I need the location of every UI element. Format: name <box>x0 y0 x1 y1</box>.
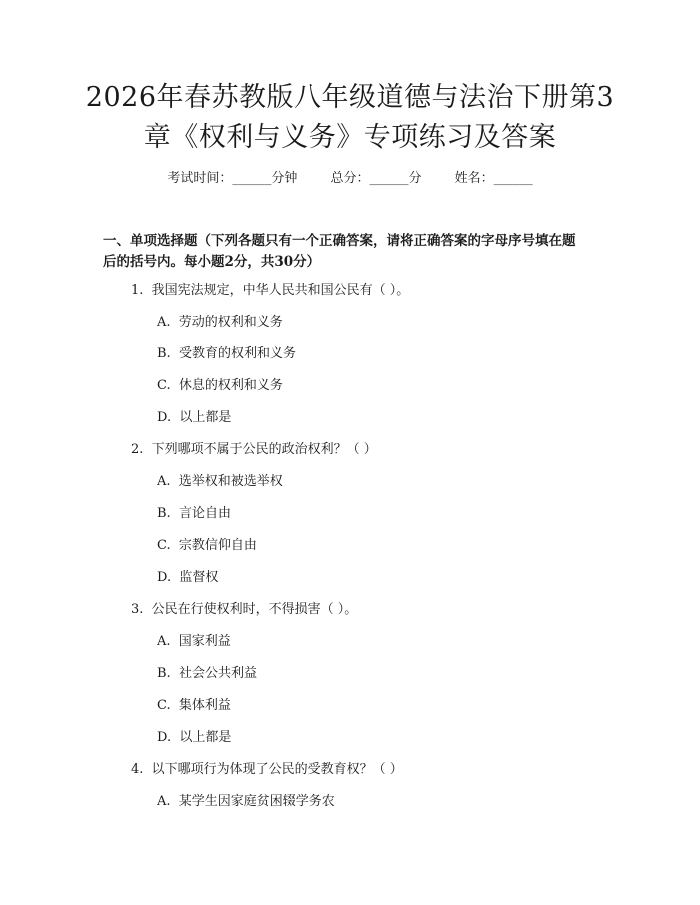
exam-time-label: 考试时间：______分钟 <box>167 171 298 186</box>
question-option: D. 以上都是 <box>157 730 232 745</box>
question-option: A. 劳动的权利和义务 <box>157 315 283 330</box>
question-option: A. 选举权和被选举权 <box>157 474 283 489</box>
question-option: C. 集体利益 <box>157 698 231 713</box>
question-option: A. 国家利益 <box>157 634 231 649</box>
total-score-label: 总分：______分 <box>330 171 422 186</box>
title-line-2: 章《权利与义务》专项练习及答案 <box>143 122 557 153</box>
question-stem: 3. 公民在行使权利时，不得损害（ ）。 <box>131 602 358 617</box>
question-option: B. 言论自由 <box>157 506 231 521</box>
question-option: D. 监督权 <box>157 570 219 585</box>
question-stem: 1. 我国宪法规定，中华人民共和国公民有（ ）。 <box>131 283 410 298</box>
title-line-1: 2026年春苏教版八年级道德与法治下册第3 <box>85 82 615 113</box>
question-option: C. 宗教信仰自由 <box>157 538 257 553</box>
question-option: B. 受教育的权利和义务 <box>157 346 296 361</box>
question-option: C. 休息的权利和义务 <box>157 378 283 393</box>
section-heading-line-1: 一、单项选择题（下列各题只有一个正确答案，请将正确答案的字母序号填在题 <box>103 233 576 249</box>
student-name-label: 姓名：______ <box>454 171 533 186</box>
question-stem: 4. 以下哪项行为体现了公民的受教育权？（ ） <box>131 762 403 777</box>
question-option: A. 某学生因家庭贫困辍学务农 <box>157 794 335 809</box>
document-title <box>60 78 640 158</box>
exam-info <box>0 170 700 188</box>
section-heading <box>103 231 603 273</box>
section-heading-line-2: 后的括号内。每小题2分，共30分） <box>103 254 321 270</box>
question-option: B. 社会公共利益 <box>157 666 257 681</box>
question-stem: 2. 下列哪项不属于公民的政治权利？（ ） <box>131 442 377 457</box>
question-option: D. 以上都是 <box>157 410 232 425</box>
